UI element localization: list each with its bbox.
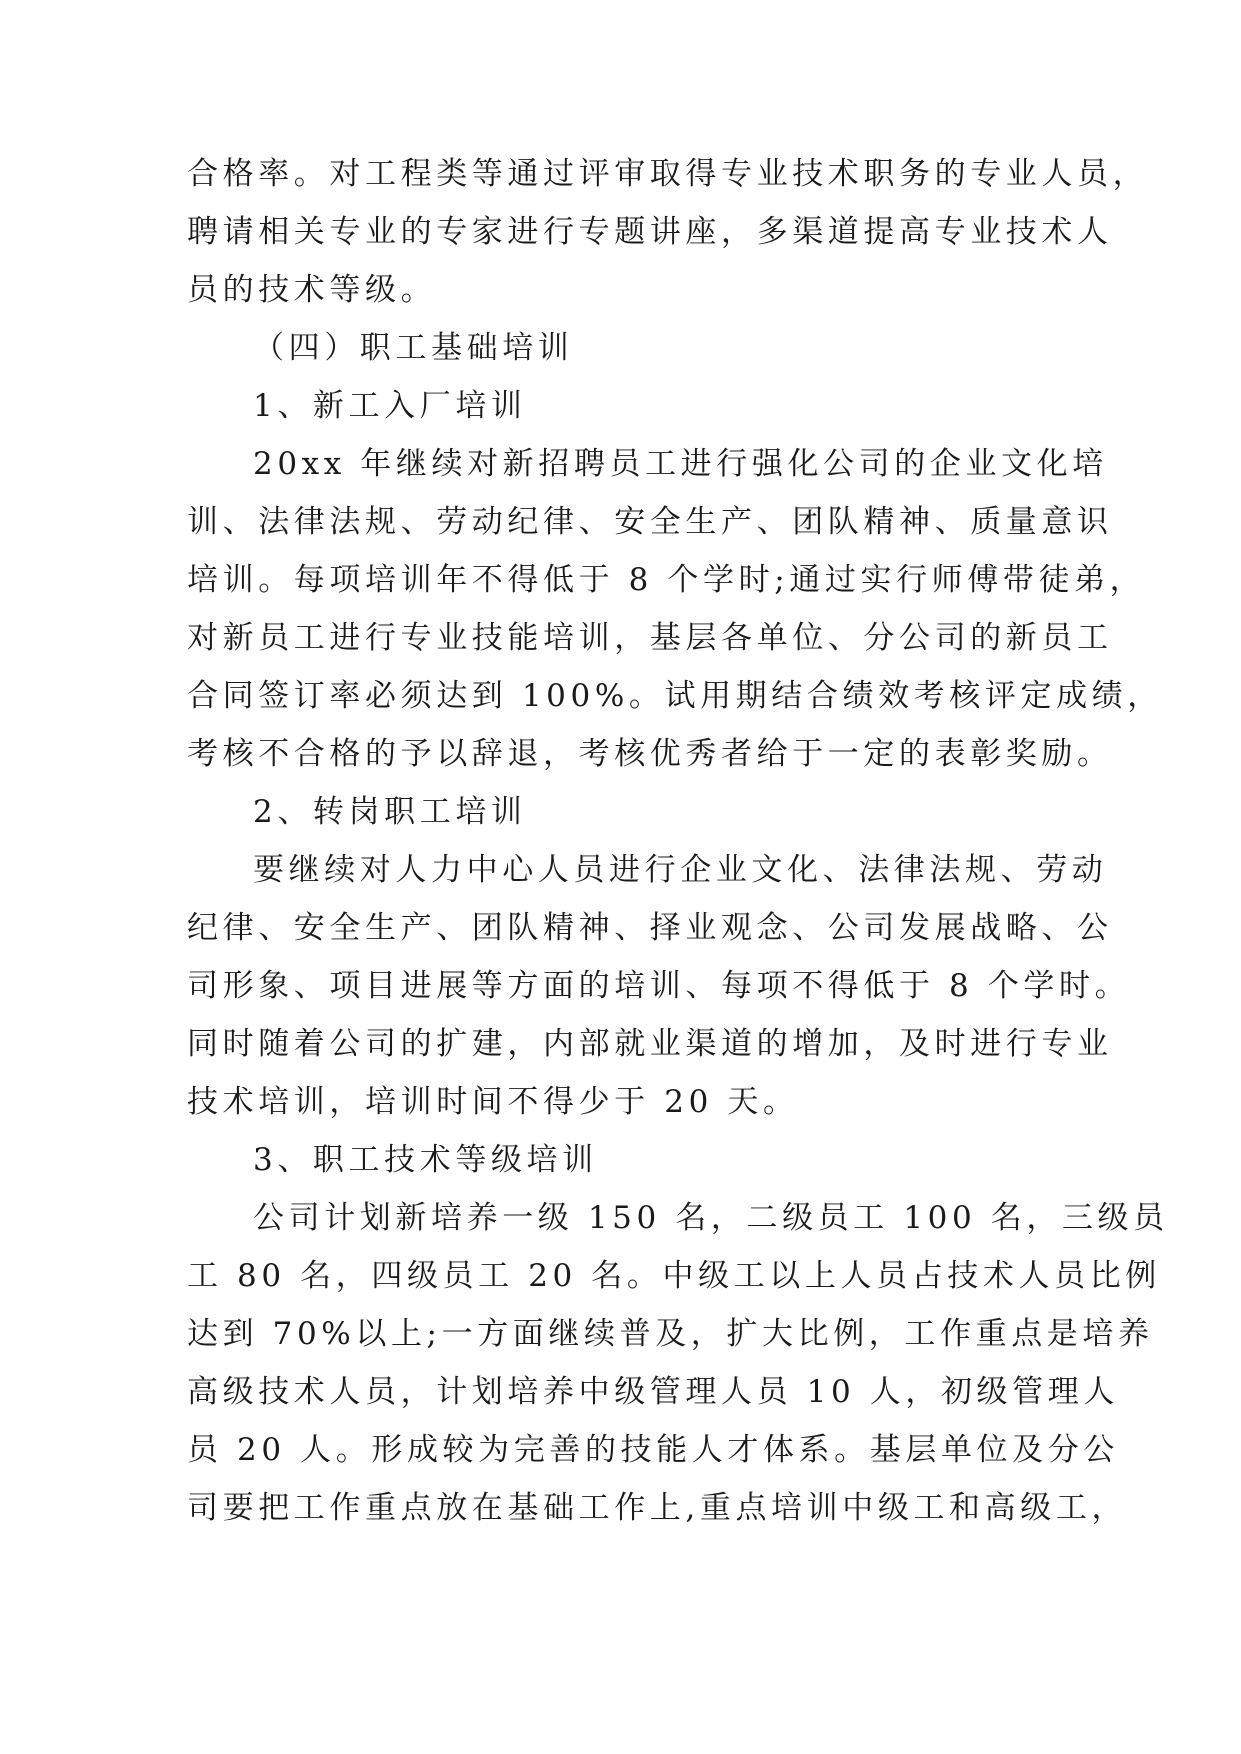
text-line: 20xx 年继续对新招聘员工进行强化公司的企业文化培 (253, 446, 1108, 482)
text-line: （四）职工基础培训 (253, 330, 574, 366)
text-line: 聘请相关专业的专家进行专题讲座，多渠道提高专业技术人 (187, 214, 1113, 250)
text-line: 技术培训，培训时间不得少于 20 天。 (187, 1084, 799, 1120)
text-line: 高级技术人员，计划培养中级管理人员 10 人，初级管理人 (187, 1374, 1119, 1410)
text-line: 员 20 人。形成较为完善的技能人才体系。基层单位及分公 (187, 1432, 1119, 1468)
document-body (187, 145, 1169, 1537)
text-line: 对新员工进行专业技能培训，基层各单位、分公司的新员工 (187, 620, 1113, 656)
text-line: 同时随着公司的扩建，内部就业渠道的增加，及时进行专业 (187, 1026, 1113, 1062)
text-line: 要继续对人力中心人员进行企业文化、法律法规、劳动 (253, 852, 1108, 888)
text-line: 纪律、安全生产、团队精神、择业观念、公司发展战略、公 (187, 910, 1113, 946)
text-line: 合格率。对工程类等通过评审取得专业技术职务的专业人员， (187, 156, 1149, 192)
text-line: 3、职工技术等级培训 (253, 1142, 598, 1178)
text-line: 考核不合格的予以辞退，考核优秀者给于一定的表彰奖励。 (187, 736, 1113, 772)
text-line: 达到 70%以上;一方面继续普及，扩大比例，工作重点是培养 (187, 1316, 1154, 1352)
text-line: 司形象、项目进展等方面的培训、每项不得低于 8 个学时。 (187, 968, 1131, 1004)
text-line: 司要把工作重点放在基础工作上,重点培训中级工和高级工， (187, 1490, 1128, 1526)
text-line: 培训。每项培训年不得低于 8 个学时;通过实行师傅带徒弟， (187, 562, 1146, 598)
text-line: 1、新工入厂培训 (253, 388, 527, 424)
text-line: 合同签订率必须达到 100%。试用期结合绩效考核评定成绩， (187, 678, 1163, 714)
text-line: 员的技术等级。 (187, 272, 437, 308)
text-line: 2、转岗职工培训 (253, 794, 527, 830)
text-line: 工 80 名，四级员工 20 名。中级工以上人员占技术人员比例 (187, 1258, 1161, 1294)
text-line: 训、法律法规、劳动纪律、安全生产、团队精神、质量意识 (187, 504, 1113, 540)
text-line: 公司计划新培养一级 150 名，二级员工 100 名，三级员 (253, 1200, 1169, 1236)
